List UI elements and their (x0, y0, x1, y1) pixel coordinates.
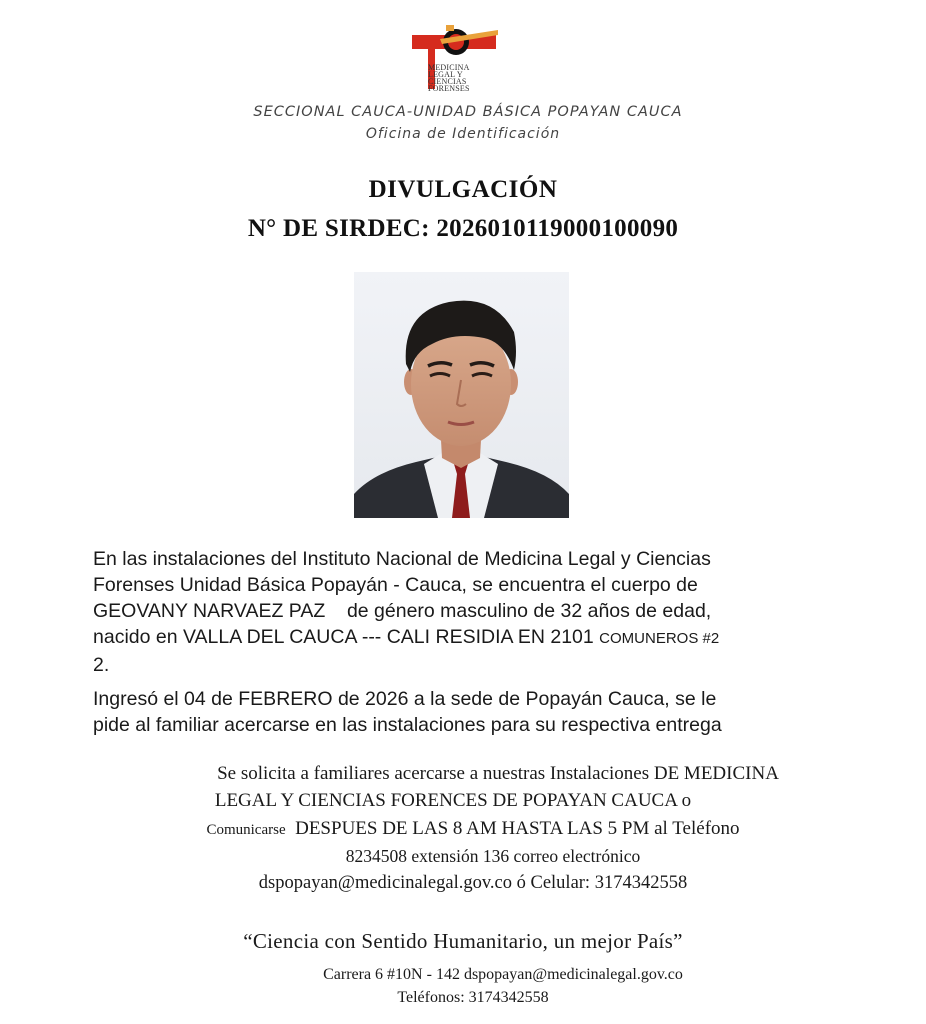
address-fragment: COMUNEROS #2 (599, 630, 720, 647)
description-line: En las instalaciones del Instituto Nacional de Medicina Legal y Ciencias (93, 548, 711, 570)
footer-phones: Teléfonos: 3174342558 (397, 989, 549, 1006)
admission-line: Ingresó el 04 de FEBRERO de 2026 a la sede de Popayán Cauca, se le (93, 688, 717, 710)
contact-line-4: 8234508 extensión 136 correo electrónico (345, 846, 641, 866)
description-paragraph (93, 546, 853, 678)
admission-paragraph (93, 686, 853, 738)
contact-line-1 (0, 763, 926, 785)
contact-text: Comunicarse (206, 822, 286, 838)
contact-line-5 (0, 873, 926, 894)
page-title: DIVULGACIÓN (368, 176, 558, 203)
cellphone-text: Celular: 3174342558 (530, 873, 688, 893)
contact-line-3 (0, 818, 926, 840)
contact-text: DE MEDICINA (653, 763, 779, 784)
email-link[interactable]: dspopayan@medicinalegal.gov.co ó (258, 873, 526, 893)
sirdec-line (0, 215, 926, 243)
contact-text: o (681, 790, 692, 811)
contact-text: Se solicita a familiares acercarse a nuestras Instalaciones (217, 763, 650, 784)
description-text: de género masculino de 32 años de edad, (346, 600, 712, 622)
contact-text: LEGAL Y CIENCIAS FORENCES DE POPAYAN CAUCA (214, 790, 677, 811)
admission-line: pide al familiar acercarse en las instalaciones para su respectiva entrega (93, 714, 722, 736)
deceased-name: GEOVANY NARVAEZ PAZ (93, 600, 326, 622)
description-line: Forenses Unidad Básica Popayán - Cauca, se encuentra el cuerpo de (93, 574, 698, 596)
oficina-heading: Oficina de Identificación (365, 126, 561, 142)
contact-text: Teléfono (672, 818, 740, 839)
hours-text: DESPUES DE LAS 8 AM HASTA LAS 5 PM al (295, 818, 668, 839)
contact-line-2 (0, 790, 926, 812)
description-text: nacido en VALLA DEL CAUCA --- CALI RESIDIA EN 2101 (93, 626, 594, 648)
footer-address: Carrera 6 #10N - 142 dspopayan@medicinalegal.gov.co (323, 966, 683, 983)
person-photo (354, 272, 569, 518)
description-line (93, 598, 853, 624)
sirdec-number: 2026010119000100090 (436, 215, 679, 242)
description-line (93, 624, 853, 652)
sirdec-label: N° DE SIRDEC: (247, 215, 430, 242)
seccional-heading: SECCIONAL CAUCA-UNIDAD BÁSICA POPAYAN CAUCA (253, 104, 683, 120)
slogan-quote: “Ciencia con Sentido Humanitario, un mejor País” (243, 929, 683, 953)
logo-text: MEDICINA LEGAL Y CIENCIAS FORENSES (428, 63, 470, 93)
description-line: 2. (93, 654, 110, 676)
